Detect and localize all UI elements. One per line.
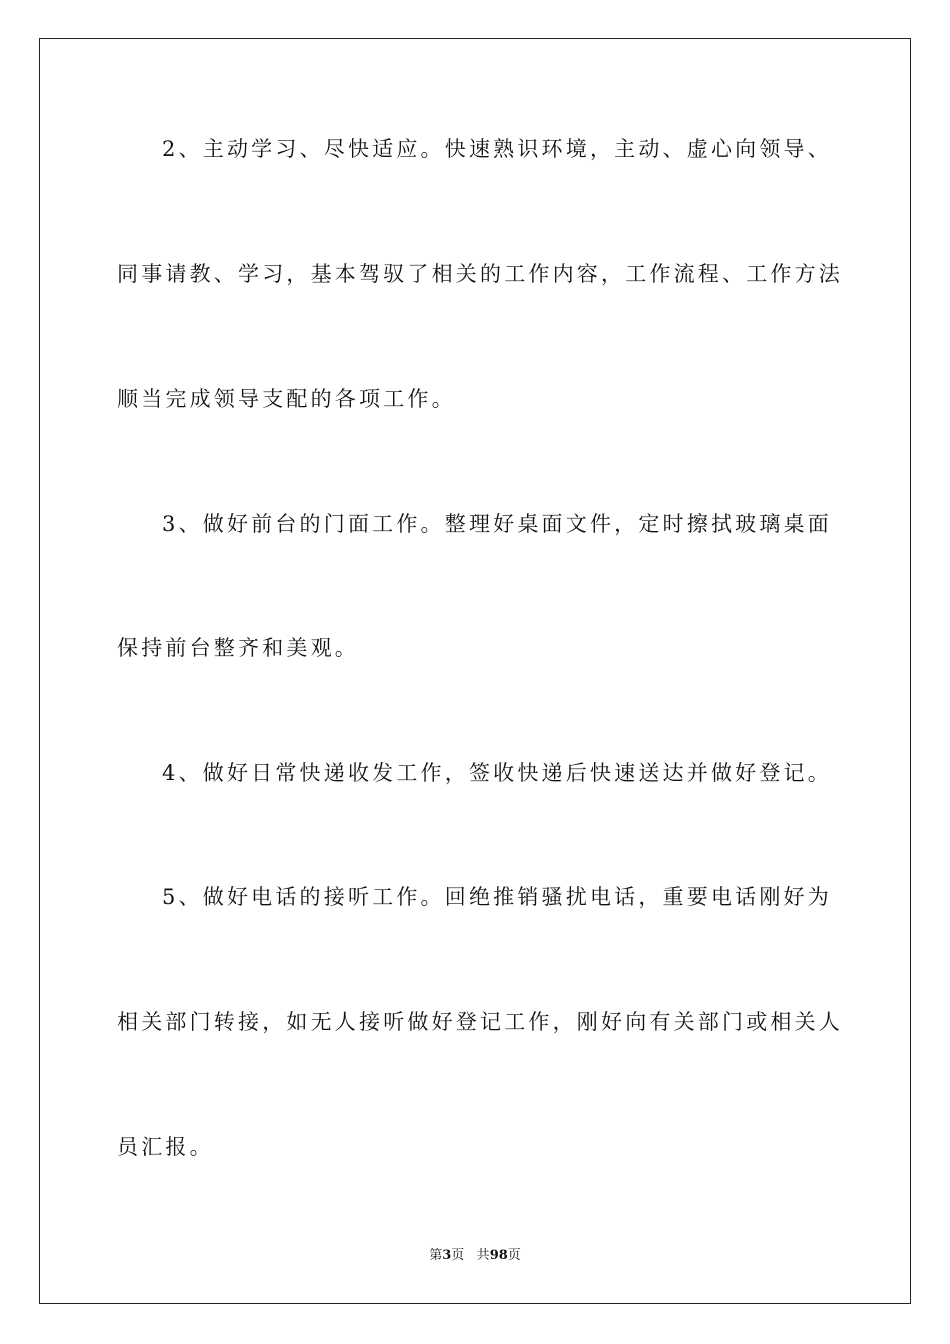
footer-total-suffix: 页	[507, 1248, 521, 1263]
paragraph-2-line-3: 顺当完成领导支配的各项工作。	[117, 387, 456, 411]
footer-page-suffix: 页	[451, 1248, 465, 1263]
page-border	[39, 38, 911, 1304]
page-footer	[0, 1248, 950, 1264]
paragraph-2-line-1: 2、主动学习、尽快适应。快速熟识环境，主动、虚心向领导、	[162, 137, 832, 161]
footer-total-prefix: 共	[476, 1248, 490, 1263]
footer-prefix: 第	[429, 1248, 443, 1263]
paragraph-3-line-1: 3、做好前台的门面工作。整理好桌面文件，定时擦拭玻璃桌面	[162, 512, 832, 536]
footer-page-number: 3	[442, 1248, 452, 1263]
paragraph-2-line-2: 同事请教、学习，基本驾驭了相关的工作内容，工作流程、工作方法	[117, 262, 843, 286]
footer-total-pages: 98	[489, 1248, 508, 1263]
paragraph-5-line-3: 员汇报。	[117, 1135, 214, 1159]
paragraph-5-line-1: 5、做好电话的接听工作。回绝推销骚扰电话，重要电话刚好为	[162, 885, 832, 909]
paragraph-4-line-1: 4、做好日常快递收发工作，签收快递后快速送达并做好登记。	[162, 761, 832, 785]
paragraph-5-line-2: 相关部门转接，如无人接听做好登记工作，刚好向有关部门或相关人	[117, 1010, 843, 1034]
paragraph-3-line-2: 保持前台整齐和美观。	[117, 636, 359, 660]
